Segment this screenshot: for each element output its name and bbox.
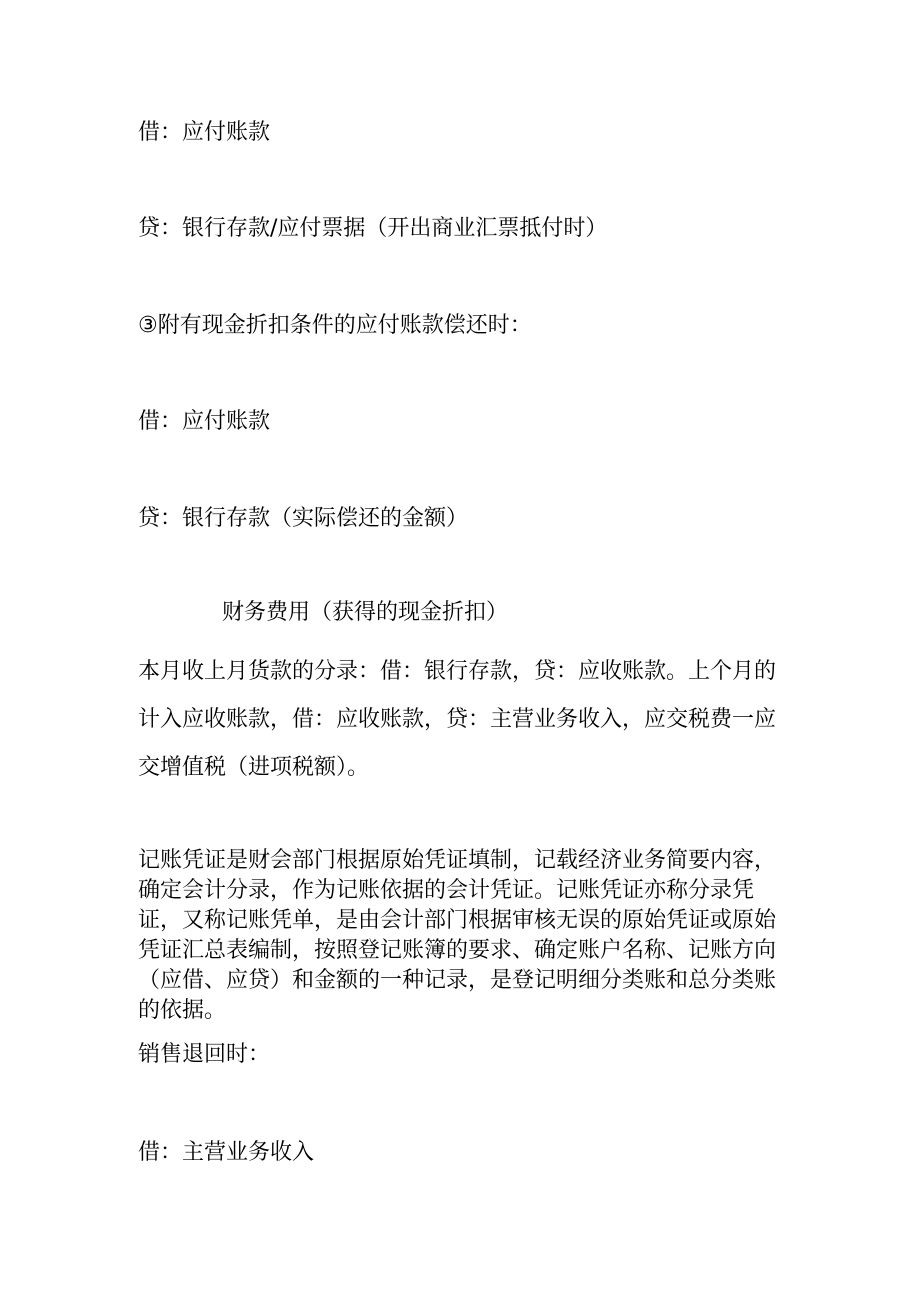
entry-debit-accounts-payable: 借：应付账款 [138, 120, 271, 145]
paragraph-receivables: 本月收上月货款的分录：借：银行存款，贷：应收账款。上个月的计入应收账款，借：应收账款，贷：主营业务收入，应交税费一应交增值税（进项税额）。 [138, 659, 777, 780]
entry-debit-main-revenue: 借：主营业务收入 [138, 1140, 315, 1165]
entry-credit-bank-or-notes: 贷：银行存款/应付票据（开出商业汇票抵付时） [138, 216, 608, 241]
section-sales-return-heading: 销售退回时： [138, 1042, 271, 1067]
entry-debit-accounts-payable-2: 借：应付账款 [138, 409, 271, 434]
entry-credit-bank-actual: 贷：银行存款（实际偿还的金额） [138, 506, 469, 531]
paragraph-voucher-definition: 记账凭证是财会部门根据原始凭证填制，记载经济业务简要内容，确定会计分录，作为记账依据的会计凭证。记账凭证亦称分录凭证，又称记账凭单，是由会计部门根据审核无误的原始凭证或原始凭证汇总表编制，按照登记账簿的要求、确定账户名称、记账方向（应借、应贷）和金额的一种记录，是登记明细分类账和总分类账的依据。 [138, 848, 777, 1023]
section-cash-discount-heading: ③附有现金折扣条件的应付账款偿还时： [138, 313, 532, 338]
entry-credit-finance-expense: 财务费用（获得的现金折扣） [222, 600, 509, 625]
